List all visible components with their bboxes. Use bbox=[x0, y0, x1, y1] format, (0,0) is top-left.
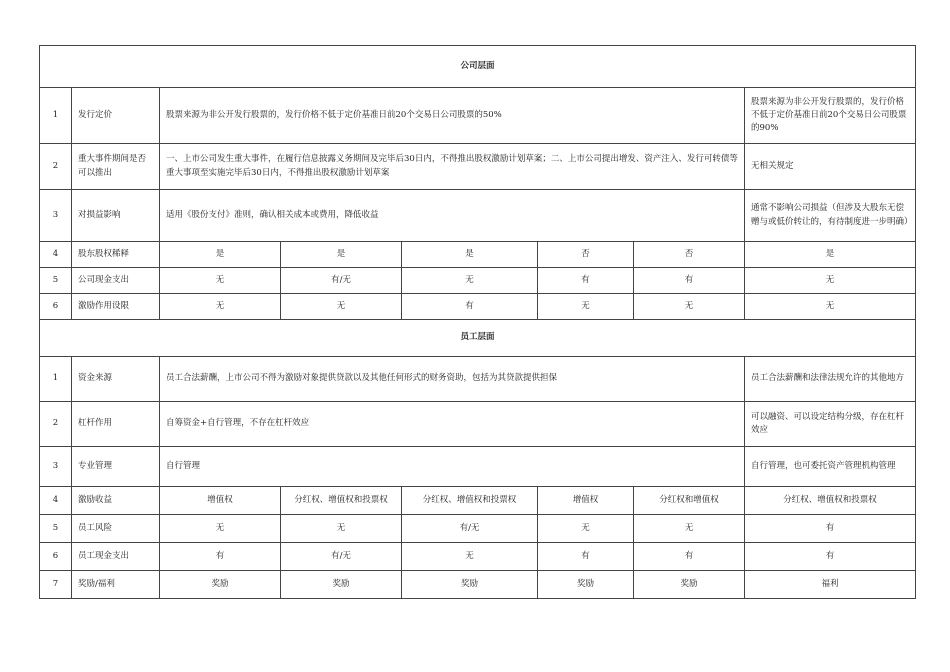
table-row bbox=[40, 294, 916, 320]
row-number: 3 bbox=[40, 190, 72, 242]
table-cell: 无 bbox=[402, 543, 538, 571]
table-cell: 有 bbox=[538, 268, 634, 294]
table-cell: 分红权、增值权和投票权 bbox=[402, 487, 538, 515]
row-number: 5 bbox=[40, 515, 72, 543]
table-cell: 奖励 bbox=[634, 571, 745, 599]
row-number: 2 bbox=[40, 144, 72, 190]
table-row bbox=[40, 402, 916, 447]
table-row bbox=[40, 242, 916, 268]
table-cell: 增值权 bbox=[160, 487, 281, 515]
table-row bbox=[40, 88, 916, 144]
table-row bbox=[40, 190, 916, 242]
table-cell: 是 bbox=[160, 242, 281, 268]
row-number: 5 bbox=[40, 268, 72, 294]
row-label: 员工现金支出 bbox=[72, 543, 160, 571]
table-cell: 无 bbox=[538, 294, 634, 320]
table-row bbox=[40, 144, 916, 190]
table-cell: 有 bbox=[634, 543, 745, 571]
table-cell: 是 bbox=[745, 242, 916, 268]
table-cell: 有/无 bbox=[281, 543, 402, 571]
row-label: 奖励/福利 bbox=[72, 571, 160, 599]
table-cell: 无 bbox=[745, 268, 916, 294]
row-label: 公司现金支出 bbox=[72, 268, 160, 294]
table-cell: 无 bbox=[281, 294, 402, 320]
table-cell: 无 bbox=[402, 268, 538, 294]
row-right-description: 通常不影响公司损益（但涉及大股东无偿赠与或低价转让的，有待制度进一步明确） bbox=[745, 190, 916, 242]
row-label: 资金来源 bbox=[72, 357, 160, 402]
table-cell: 福利 bbox=[745, 571, 916, 599]
table-row bbox=[40, 357, 916, 402]
section-header-row bbox=[40, 46, 916, 88]
table-cell: 奖励 bbox=[538, 571, 634, 599]
table-cell: 无 bbox=[745, 294, 916, 320]
row-label: 专业管理 bbox=[72, 447, 160, 487]
row-number: 4 bbox=[40, 487, 72, 515]
table-cell: 有 bbox=[402, 294, 538, 320]
table-cell: 分红权和增值权 bbox=[634, 487, 745, 515]
section-title: 公司层面 bbox=[40, 46, 916, 88]
table-cell: 有 bbox=[745, 543, 916, 571]
table-cell: 奖励 bbox=[281, 571, 402, 599]
row-description: 股票来源为非公开发行股票的，发行价格不低于定价基准日前20个交易日公司股票的50% bbox=[160, 88, 745, 144]
row-description: 一、上市公司发生重大事件，在履行信息披露义务期间及完毕后30日内，不得推出股权激励计划草案；二、上市公司提出增发、资产注入、发行可转债等重大事项至实施完毕后30日内，不得推出股权激励计划草案 bbox=[160, 144, 745, 190]
table-cell: 增值权 bbox=[538, 487, 634, 515]
table-cell: 有 bbox=[538, 543, 634, 571]
row-right-description: 员工合法薪酬和法律法规允许的其他地方 bbox=[745, 357, 916, 402]
table-cell: 无 bbox=[160, 294, 281, 320]
table-cell: 有 bbox=[160, 543, 281, 571]
table-cell: 无 bbox=[160, 515, 281, 543]
table-row bbox=[40, 543, 916, 571]
table-cell: 有 bbox=[745, 515, 916, 543]
section-title: 员工层面 bbox=[40, 320, 916, 357]
row-label: 杠杆作用 bbox=[72, 402, 160, 447]
row-description: 适用《股份支付》准则，确认相关成本或费用，降低收益 bbox=[160, 190, 745, 242]
table-row bbox=[40, 447, 916, 487]
row-right-description: 自行管理，也可委托资产管理机构管理 bbox=[745, 447, 916, 487]
row-number: 3 bbox=[40, 447, 72, 487]
row-number: 1 bbox=[40, 88, 72, 144]
row-number: 7 bbox=[40, 571, 72, 599]
row-right-description: 可以融资、可以设定结构分级，存在杠杆效应 bbox=[745, 402, 916, 447]
table-cell: 分红权、增值权和投票权 bbox=[281, 487, 402, 515]
row-label: 股东股权稀释 bbox=[72, 242, 160, 268]
table-cell: 无 bbox=[634, 294, 745, 320]
row-right-description: 无相关规定 bbox=[745, 144, 916, 190]
row-label: 对损益影响 bbox=[72, 190, 160, 242]
table-cell: 是 bbox=[281, 242, 402, 268]
row-label: 激励作用设限 bbox=[72, 294, 160, 320]
table-row bbox=[40, 571, 916, 599]
row-label: 重大事件期间是否可以推出 bbox=[72, 144, 160, 190]
table-cell: 是 bbox=[402, 242, 538, 268]
row-number: 4 bbox=[40, 242, 72, 268]
row-number: 2 bbox=[40, 402, 72, 447]
row-number: 6 bbox=[40, 543, 72, 571]
row-label: 激励收益 bbox=[72, 487, 160, 515]
table-cell: 无 bbox=[634, 515, 745, 543]
row-right-description: 股票来源为非公开发行股票的，发行价格不低于定价基准日前20个交易日公司股票的90% bbox=[745, 88, 916, 144]
table-cell: 有/无 bbox=[281, 268, 402, 294]
row-description: 自筹资金+自行管理，不存在杠杆效应 bbox=[160, 402, 745, 447]
row-label: 发行定价 bbox=[72, 88, 160, 144]
table-cell: 否 bbox=[634, 242, 745, 268]
row-description: 员工合法薪酬，上市公司不得为激励对象提供贷款以及其他任何形式的财务资助，包括为其贷款提供担保 bbox=[160, 357, 745, 402]
table-cell: 分红权、增值权和投票权 bbox=[745, 487, 916, 515]
table-cell: 否 bbox=[538, 242, 634, 268]
table-cell: 有/无 bbox=[402, 515, 538, 543]
row-number: 6 bbox=[40, 294, 72, 320]
table-cell: 有 bbox=[634, 268, 745, 294]
table-cell: 奖励 bbox=[160, 571, 281, 599]
row-label: 员工风险 bbox=[72, 515, 160, 543]
table-cell: 无 bbox=[281, 515, 402, 543]
table-row bbox=[40, 268, 916, 294]
table-cell: 无 bbox=[538, 515, 634, 543]
row-number: 1 bbox=[40, 357, 72, 402]
table-row bbox=[40, 515, 916, 543]
section-header-row bbox=[40, 320, 916, 357]
comparison-table bbox=[39, 45, 916, 599]
table-cell: 无 bbox=[160, 268, 281, 294]
row-description: 自行管理 bbox=[160, 447, 745, 487]
table-row bbox=[40, 487, 916, 515]
table-cell: 奖励 bbox=[402, 571, 538, 599]
